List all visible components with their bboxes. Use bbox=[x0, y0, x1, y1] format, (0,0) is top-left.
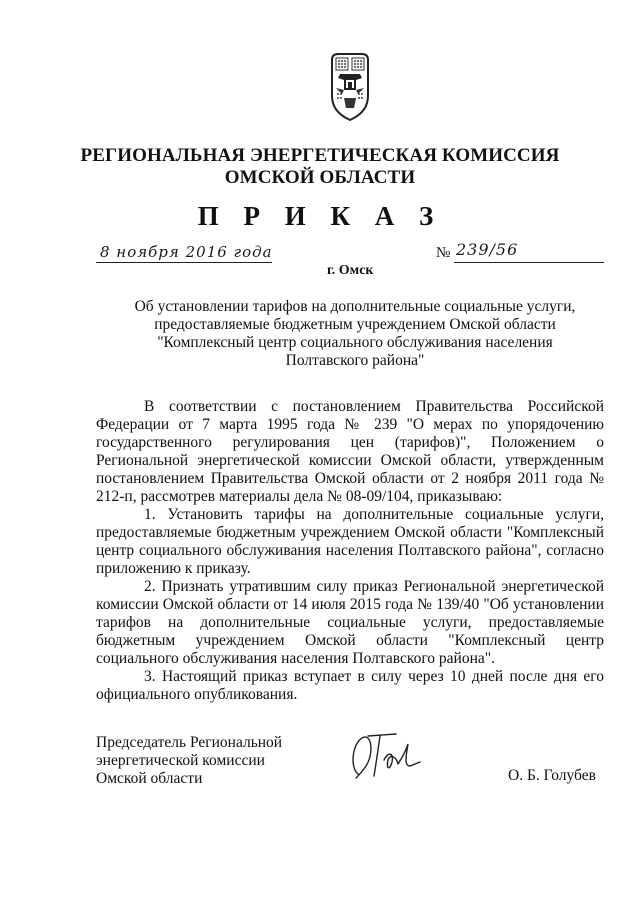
organization-name-line2: ОМСКОЙ ОБЛАСТИ bbox=[224, 167, 416, 188]
handwritten-signature bbox=[344, 730, 424, 782]
city-label: г. Омск bbox=[327, 263, 374, 278]
order-item-2: 2. Признать утратившим силу приказ Региональной энергетической комиссии Омской области от 14 июля 2015 года № 139/40 "Об установлении тарифов на дополнительные социальные услуги, предоставляемые бюджетным учреждением Омской области "Комплексный центр социального обслуживания населения Полтавского района". bbox=[96, 578, 604, 667]
document-type-title: П Р И К А З bbox=[197, 201, 443, 231]
signatory-position bbox=[96, 734, 282, 788]
position-line: Омской области bbox=[96, 770, 203, 787]
signatory-name: О. Б. Голубев bbox=[508, 767, 596, 784]
subject-line: предоставляемые бюджетным учреждением Омской области bbox=[154, 316, 556, 333]
position-line: Председатель Региональной bbox=[96, 734, 283, 751]
coat-of-arms-emblem bbox=[326, 50, 374, 122]
handwritten-date: 8 ноября 2016 года bbox=[100, 243, 273, 261]
date-underline bbox=[96, 262, 272, 263]
organization-name-line1: РЕГИОНАЛЬНАЯ ЭНЕРГЕТИЧЕСКАЯ КОМИССИЯ bbox=[80, 145, 560, 166]
order-subject bbox=[120, 298, 590, 370]
order-item-1: 1. Установить тарифы на дополнительные социальные услуги, предоставляемые бюджетным учреждением Омской области "Комплексный центр социального обслуживания населения Полтавского района", согласно приложению к приказу. bbox=[96, 506, 604, 577]
number-underline bbox=[454, 262, 604, 263]
handwritten-number: 239/56 bbox=[456, 240, 519, 259]
order-body bbox=[96, 398, 604, 704]
position-line: энергетической комиссии bbox=[96, 752, 265, 769]
number-sign: № bbox=[436, 245, 451, 261]
preamble-paragraph: В соответствии с постановлением Правительства Российской Федерации от 7 марта 1995 года № 239 "О мерах по упорядочению государственного регулирования цен (тарифов)", Положением о Региональной энергетической комиссии Омской области, утвержденным постановлением Правительства Омской области от 2 ноября 2011 года № 212-п, рассмотрев материалы дела № 08-09/104, приказываю: bbox=[96, 398, 604, 505]
subject-line: Об установлении тарифов на дополнительные социальные услуги, bbox=[134, 298, 576, 315]
subject-line: "Комплексный центр социального обслуживания населения bbox=[157, 334, 553, 351]
order-item-3: 3. Настоящий приказ вступает в силу через 10 дней после дня его официального опубликования. bbox=[96, 668, 604, 703]
subject-line: Полтавского района" bbox=[285, 352, 425, 369]
